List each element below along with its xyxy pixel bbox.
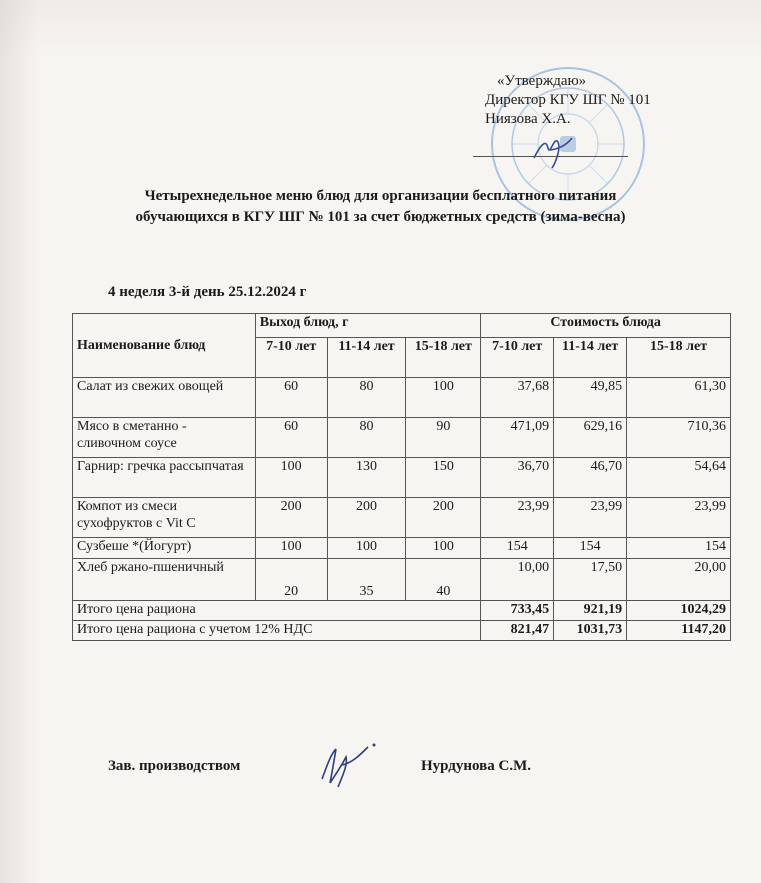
table-row <box>73 498 731 538</box>
title-line-2: обучающихся в КГУ ШГ № 101 за счет бюджетных средств (зима-весна) <box>135 209 626 225</box>
menu-table <box>72 313 731 641</box>
output-value: 80 <box>327 378 406 418</box>
approval-position: Директор КГУ ШГ № 101 <box>485 92 651 108</box>
total-vat-value: 1147,20 <box>627 621 731 641</box>
total-vat-value: 1031,73 <box>554 621 627 641</box>
cost-value: 10,00 <box>481 559 554 601</box>
dish-name: Хлеб ржано-пшеничный <box>73 559 256 601</box>
approval-name: Ниязова Х.А. <box>485 111 571 127</box>
header-age: 11-14 лет <box>554 338 627 378</box>
output-value: 100 <box>255 538 327 559</box>
output-value: 20 <box>255 559 327 601</box>
total-vat-label: Итого цена рациона с учетом 12% НДС <box>73 621 481 641</box>
dish-name: Сузбеше *(Йогурт) <box>73 538 256 559</box>
table-row <box>73 538 731 559</box>
output-value: 200 <box>406 498 481 538</box>
manager-signature <box>312 735 382 795</box>
week-day-line: 4 неделя 3-й день 25.12.2024 г <box>108 284 307 300</box>
header-age: 15-18 лет <box>406 338 481 378</box>
title-line-1: Четырехнедельное меню блюд для организации бесплатного питания <box>144 188 617 204</box>
table-row <box>73 559 731 601</box>
output-value: 90 <box>406 418 481 458</box>
output-value: 100 <box>327 538 406 559</box>
footer-role: Зав. производством <box>108 758 241 774</box>
cost-value: 49,85 <box>554 378 627 418</box>
total-value: 1024,29 <box>627 601 731 621</box>
dish-name: Мясо в сметанно - сливочном соусе <box>73 418 256 458</box>
cost-value: 54,64 <box>627 458 731 498</box>
output-value: 100 <box>406 538 481 559</box>
cost-value: 154 <box>554 538 627 559</box>
page-shadow-top <box>0 0 761 60</box>
table-row <box>73 458 731 498</box>
header-age: 7-10 лет <box>481 338 554 378</box>
output-value: 150 <box>406 458 481 498</box>
dish-name: Салат из свежих овощей <box>73 378 256 418</box>
header-output: Выход блюд, г <box>255 314 481 338</box>
dish-name: Гарнир: гречка рассыпчатая <box>73 458 256 498</box>
cost-value: 154 <box>627 538 731 559</box>
output-value: 100 <box>255 458 327 498</box>
header-dish-name: Наименование блюд <box>73 314 256 378</box>
output-value: 200 <box>327 498 406 538</box>
cost-value: 23,99 <box>481 498 554 538</box>
cost-value: 629,16 <box>554 418 627 458</box>
footer-name: Нурдунова С.М. <box>421 758 532 774</box>
output-value: 60 <box>255 418 327 458</box>
document-title <box>0 186 761 228</box>
total-vat-value: 821,47 <box>481 621 554 641</box>
header-age: 7-10 лет <box>255 338 327 378</box>
output-value: 100 <box>406 378 481 418</box>
dish-name: Компот из смеси сухофруктов с Vit C <box>73 498 256 538</box>
total-label: Итого цена рациона <box>73 601 481 621</box>
table-row <box>73 418 731 458</box>
total-row <box>73 601 731 621</box>
output-value: 130 <box>327 458 406 498</box>
cost-value: 154 <box>481 538 554 559</box>
cost-value: 710,36 <box>627 418 731 458</box>
cost-value: 61,30 <box>627 378 731 418</box>
header-age: 11-14 лет <box>327 338 406 378</box>
total-value: 921,19 <box>554 601 627 621</box>
cost-value: 20,00 <box>627 559 731 601</box>
total-value: 733,45 <box>481 601 554 621</box>
output-value: 35 <box>327 559 406 601</box>
approval-word: «Утверждаю» <box>497 73 587 89</box>
header-age: 15-18 лет <box>627 338 731 378</box>
cost-value: 471,09 <box>481 418 554 458</box>
output-value: 200 <box>255 498 327 538</box>
cost-value: 17,50 <box>554 559 627 601</box>
output-value: 60 <box>255 378 327 418</box>
cost-value: 46,70 <box>554 458 627 498</box>
approval-block <box>485 72 651 129</box>
director-signature <box>528 128 578 172</box>
cost-value: 23,99 <box>627 498 731 538</box>
table-row <box>73 378 731 418</box>
output-value: 40 <box>406 559 481 601</box>
total-vat-row <box>73 621 731 641</box>
page-shadow <box>0 0 40 883</box>
output-value: 80 <box>327 418 406 458</box>
cost-value: 23,99 <box>554 498 627 538</box>
cost-value: 36,70 <box>481 458 554 498</box>
cost-value: 37,68 <box>481 378 554 418</box>
header-cost: Стоимость блюда <box>481 314 731 338</box>
